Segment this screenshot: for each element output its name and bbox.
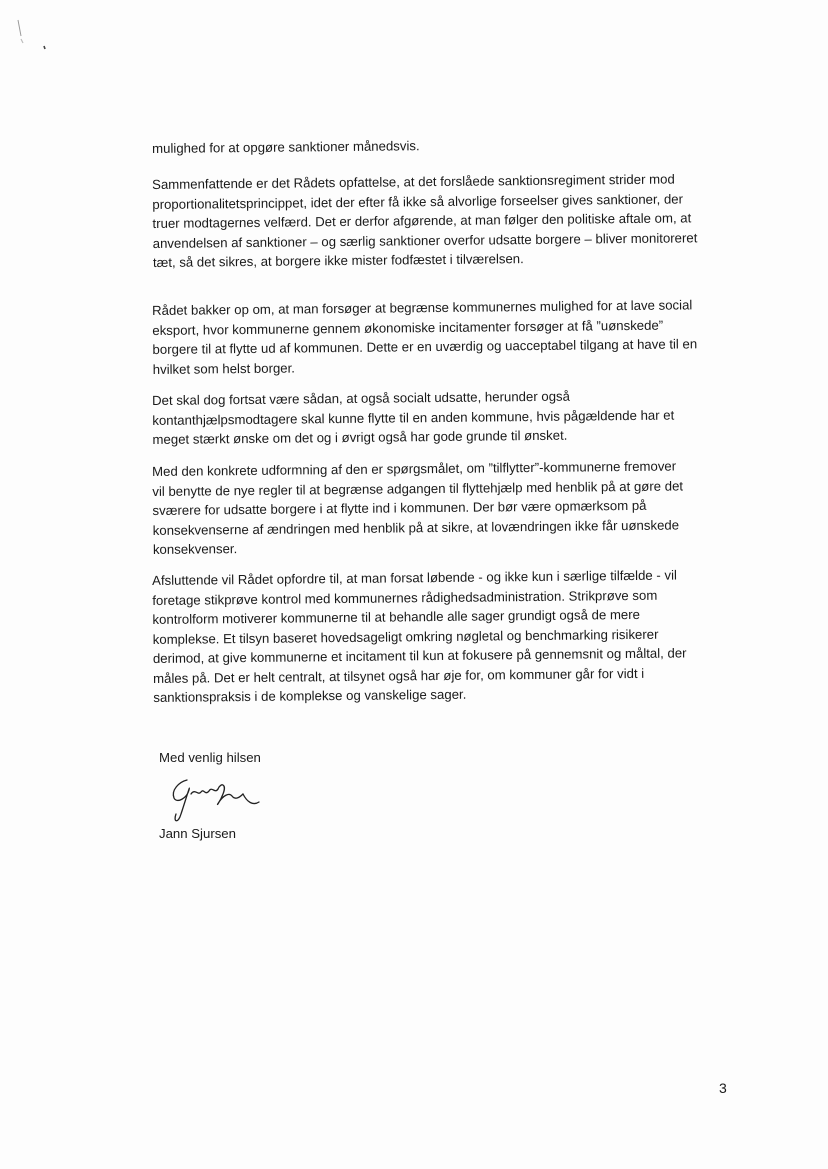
text-line: Afsluttende vil Rådet opfordre til, at man forsat løbende - og ikke kun i særlige tilfælde - vil [152,567,677,588]
paragraph-social-export [152,295,733,379]
page-number: 3 [719,1080,727,1096]
text-line: kontrolform motiverer kommunerne til at behandle alle sager grundigt også de mere [152,606,641,627]
text-line: komplekse. Et tilsyn baseret hovedsageligt omkring nøgletal og benchmarking risikerer [152,626,659,647]
text-line: anvendelsen af sanktioner – og særlig sanktioner overfor udsatte borgere – bliver monitoreret [152,229,698,251]
text-line: tæt, så det sikres, at borgere ikke mister fodfæstet i tilværelsen. [152,251,524,270]
text-line: kontanthjælpsmodtagere skal kunne flytte til en anden kommune, hvis pågældende har et [152,407,675,428]
text-line: sanktionspraksis i de komplekse og vanskelige sager. [153,686,467,705]
text-line: mulighed for at opgøre sanktioner månedsvis. [152,138,420,156]
paragraph-conclusion [152,565,733,708]
text-line: hvilket som helst borger. [152,360,295,377]
text-line: konsekvenser. [152,541,238,557]
text-line: eksport, hvor kommunerne gennem økonomiske incitamenter forsøger at få ”uønskede” [152,317,664,338]
text-line: derimod, at give kommunerne et incitament til kun at fokusere på gennemsnit og måltal, der [152,645,687,666]
text-line: sværere for udsatte borgere i at flytte ind i kommunen. Der bør være opmærksom på [152,497,647,518]
paragraph-concrete-design [152,456,733,560]
text-line: proportionalitetsprincippet, idet der efter få ikke så alvorlige forseelser gives sanktioner, der [152,190,684,212]
paragraph-relocation-right [152,385,733,450]
text-line: borgere til at flytte ud af kommunen. Dette er en uværdig og uacceptabel tilgang at have til en [152,336,698,357]
scan-artifact-icon [12,14,62,54]
text-line: meget stærkt ønske om det og i øvrigt også har gode grunde til ønsket. [152,427,568,447]
text-line: foretage stikprøve kontrol med kommunernes rådighedsadministration. Strikprøve som [152,587,658,608]
text-line: konsekvenserne af ændringen med henblik på at sikre, at lovændringen ikke får uønskede [152,516,680,538]
text-line: måles på. Det er helt centralt, at tilsynet også har øje for, om kommuner går for vidt i [153,665,645,686]
paragraph-summary [152,169,733,273]
text-line: Det skal dog fortsat være sådan, at også socialt udsatte, herunder også [152,388,571,408]
text-line: Rådet bakker op om, at man forsøger at begrænse kommunernes mulighed for at lave social [152,297,693,318]
text-line: Med den konkrete udformning af den er spørgsmålet, om ”tilflytter”-kommunerne fremover [152,458,677,479]
signer-name: Jann Sjursen [159,826,236,841]
text-line: vil benytte de nye regler til at begrænse adgangen til flyttehjælp med henblik på at gøre det [152,477,684,499]
text-line: truer modtagernes velfærd. Det er derfor afgørende, at man følger den politiske aftale om, at [152,210,692,231]
handwritten-signature-icon [165,772,265,827]
paragraph-intro-continuation [152,133,732,159]
text-line: Sammenfattende er det Rådets opfattelse, at det forslåede sanktionsregiment strider mod [152,171,675,192]
closing-salutation: Med venlig hilsen [159,750,261,765]
